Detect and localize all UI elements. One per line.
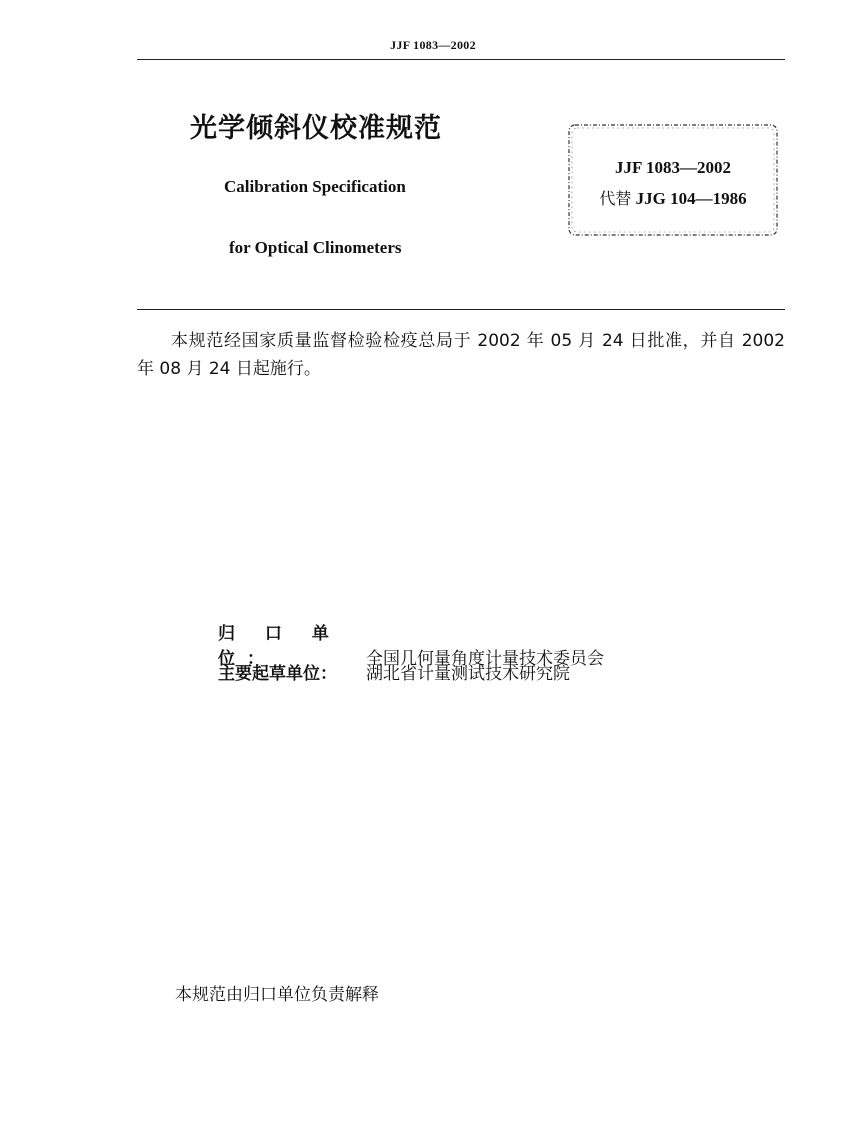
decorative-border bbox=[566, 122, 780, 238]
org-label-responsible: 归 口 单 位： bbox=[218, 624, 341, 669]
replaces-label: 代替 bbox=[599, 189, 632, 208]
section-rule bbox=[137, 309, 785, 310]
replaces-code bbox=[566, 186, 780, 209]
title-english-line-1: Calibration Specification bbox=[224, 177, 406, 196]
org-value-responsible: 全国几何量角度计量技术委员会 bbox=[366, 649, 604, 669]
title-chinese: 光学倾斜仪校准规范 bbox=[190, 113, 442, 144]
header-standard-code: JJF 1083—2002 bbox=[390, 38, 476, 52]
standard-code-box bbox=[566, 122, 780, 238]
header-rule bbox=[137, 59, 785, 60]
title-english-line-2: for Optical Clinometers bbox=[229, 238, 402, 257]
approval-statement: 本规范经国家质量监督检验检疫总局于 2002 年 05 月 24 日批准，并自 2002 年 08 月 24 日起施行。 bbox=[137, 331, 785, 379]
org-value-drafting: 湖北省计量测试技术研究院 bbox=[366, 664, 570, 684]
interpretation-note: 本规范由归口单位负责解释 bbox=[175, 985, 379, 1005]
replaced-standard-code: JJG 104—1986 bbox=[635, 189, 747, 208]
org-label-drafting: 主要起草单位： bbox=[218, 664, 337, 684]
org-row-drafting bbox=[218, 659, 570, 684]
standard-code: JJF 1083—2002 bbox=[614, 158, 731, 177]
